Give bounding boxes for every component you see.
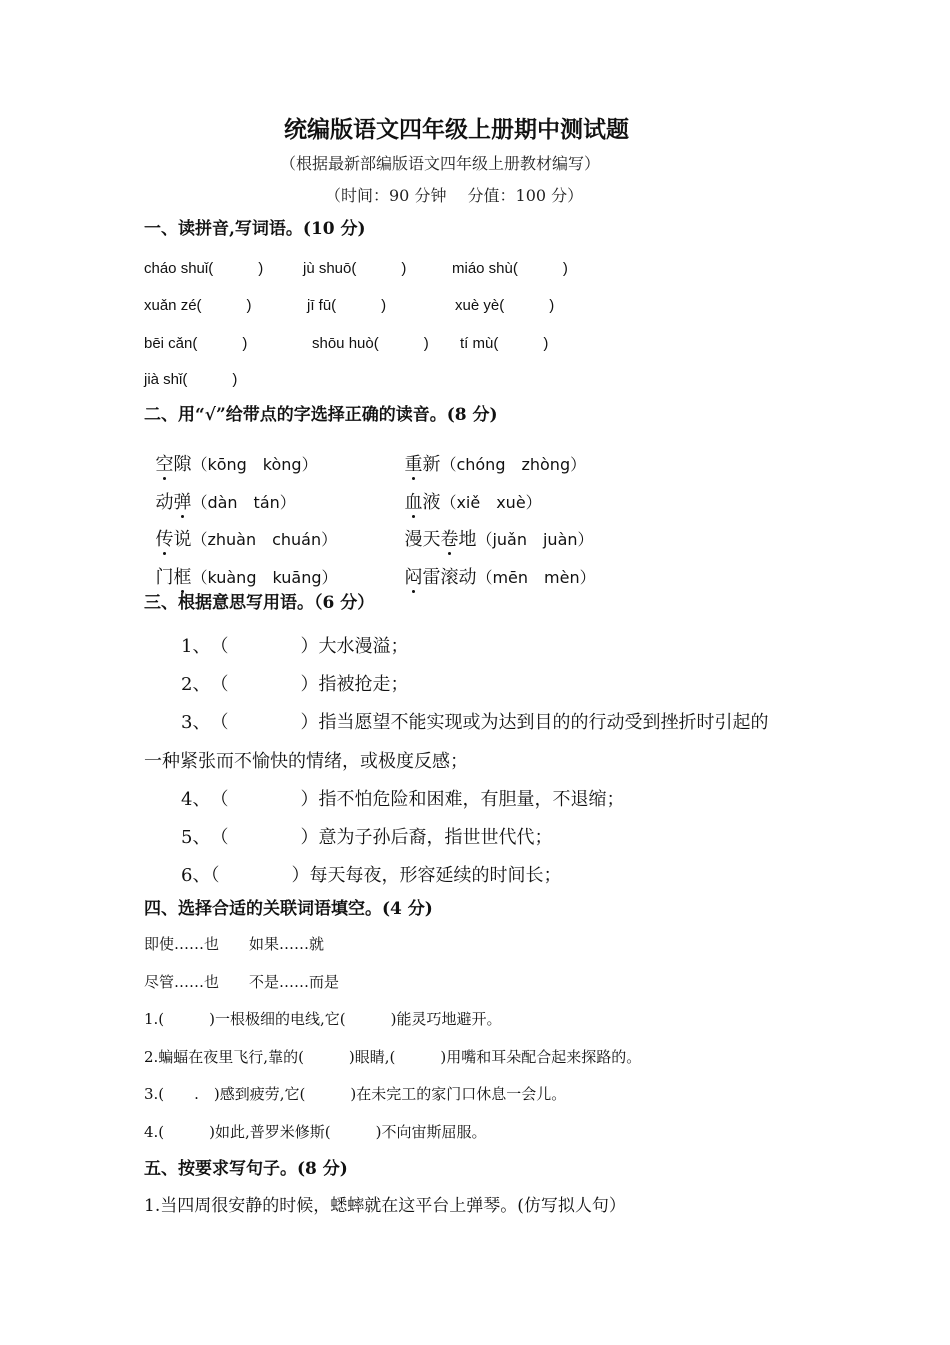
- dotted-char: 重: [404, 454, 423, 475]
- section-2-heading: 二、用“√”给带点的字选择正确的读音。(8 分): [144, 405, 498, 425]
- word-rest: 说: [173, 529, 192, 550]
- word-rest: 雷滚动: [422, 567, 477, 588]
- dotted-char: 框: [173, 567, 192, 588]
- reading-item: [393, 551, 596, 587]
- pinyin-item: xuǎn zé( ): [144, 297, 252, 314]
- pinyin-options: （juǎn juàn）: [476, 530, 594, 549]
- pinyin-item: jià shǐ( ): [144, 371, 238, 388]
- pinyin-options: （mēn mèn）: [476, 568, 596, 587]
- definition-item: 6、（ ）每天每夜，形容延续的时间长；: [181, 865, 562, 886]
- pinyin-item: jī fū( ): [307, 297, 387, 314]
- section-1-heading: 一、读拼音,写词语。(10 分): [144, 219, 366, 239]
- exam-meta: （时间：90 分钟 分值：100 分）: [325, 186, 584, 205]
- dotted-char: 弹: [173, 492, 192, 513]
- pinyin-item: miáo shù( ): [452, 260, 568, 277]
- conjunction-options: 即使……也 如果……就: [144, 935, 325, 953]
- section-3-heading: 三、根据意思写用语。（6 分）: [144, 593, 375, 613]
- pinyin-options: （kōng kòng）: [191, 455, 318, 474]
- reading-item: [393, 438, 586, 474]
- pinyin-options: （dàn tán）: [191, 493, 296, 512]
- definition-item: 4、 （ ）指不怕危险和困难，有胆量，不退缩；: [181, 789, 625, 810]
- definition-item: 3、 （ ）指当愿望不能实现或为达到目的的行动受到挫折时引起的: [181, 712, 769, 733]
- word-rest: 门: [155, 567, 174, 588]
- dotted-char: 闷: [404, 567, 423, 588]
- pinyin-item: tí mù( ): [460, 335, 549, 352]
- fill-blank-item: 3.( . )感到疲劳,它( )在未完工的家门口休息一会儿。: [144, 1085, 567, 1103]
- page-title: 统编版语文四年级上册期中测试题: [284, 116, 629, 143]
- reading-item: [393, 513, 594, 549]
- dotted-char: 卷: [440, 529, 459, 550]
- definition-item: 一种紧张而不愉快的情绪，或极度反感；: [144, 751, 468, 772]
- pinyin-options: （chóng zhòng）: [440, 455, 587, 474]
- word-rest: 漫天: [404, 529, 441, 550]
- section-4-heading: 四、选择合适的关联词语填空。(4 分): [144, 899, 433, 919]
- definition-item: 1、 （ ）大水漫溢；: [181, 636, 409, 657]
- word-rest: 隙: [173, 454, 192, 475]
- pinyin-options: （kuàng kuāng）: [191, 568, 338, 587]
- pinyin-options: （xiě xuè）: [440, 493, 542, 512]
- word-rest: 地: [458, 529, 477, 550]
- dotted-char: 空: [155, 454, 174, 475]
- sentence-item: 1.当四周很安静的时候，蟋蟀就在这平台上弹琴。(仿写拟人句）: [144, 1196, 626, 1216]
- dotted-char: 血: [404, 492, 423, 513]
- pinyin-options: （zhuàn chuán）: [191, 530, 338, 549]
- pinyin-item: shōu huò( ): [312, 335, 429, 352]
- pinyin-item: jù shuō( ): [303, 260, 407, 277]
- word-rest: 动: [155, 492, 174, 513]
- page-subtitle: （根据最新部编版语文四年级上册教材编写）: [280, 154, 601, 173]
- conjunction-options: 尽管……也 不是……而是: [144, 973, 340, 991]
- pinyin-item: cháo shuǐ( ): [144, 260, 264, 277]
- fill-blank-item: 2.蝙蝠在夜里飞行,靠的( )眼睛,( )用嘴和耳朵配合起来探路的。: [144, 1048, 642, 1066]
- pinyin-item: xuè yè( ): [455, 297, 555, 314]
- dotted-char: 传: [155, 529, 174, 550]
- definition-item: 2、 （ ）指被抢走；: [181, 674, 409, 695]
- reading-item: [144, 438, 318, 474]
- fill-blank-item: 4.( )如此,普罗米修斯( )不向宙斯屈服。: [144, 1123, 487, 1141]
- definition-item: 5、 （ ）意为子孙后裔，指世世代代；: [181, 827, 553, 848]
- reading-item: [144, 551, 338, 587]
- reading-item: [393, 476, 542, 512]
- fill-blank-item: 1.( )一根极细的电线,它( )能灵巧地避开。: [144, 1010, 502, 1028]
- word-rest: 新: [422, 454, 441, 475]
- word-rest: 液: [422, 492, 441, 513]
- section-5-heading: 五、按要求写句子。(8 分): [144, 1159, 348, 1179]
- pinyin-item: bēi cǎn( ): [144, 335, 248, 352]
- reading-item: [144, 476, 296, 512]
- reading-item: [144, 513, 337, 549]
